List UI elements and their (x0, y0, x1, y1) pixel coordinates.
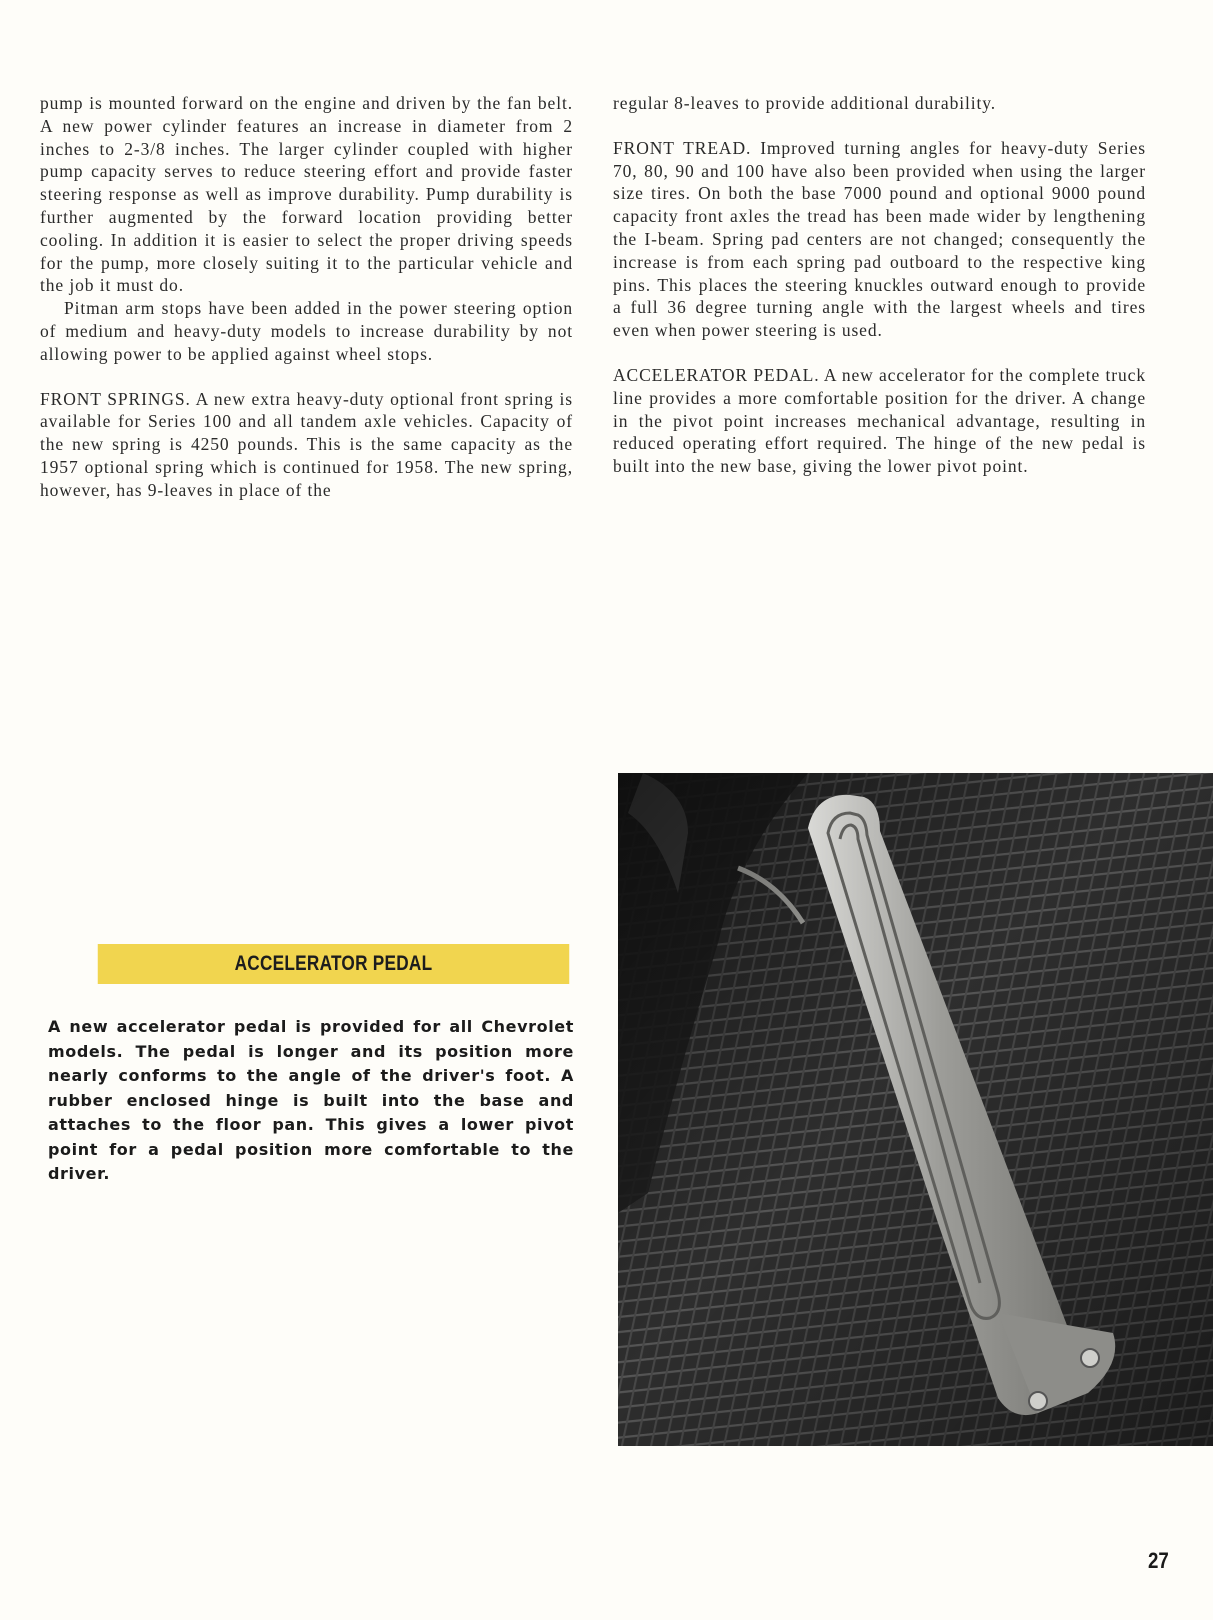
section-banner: ACCELERATOR PEDAL (98, 944, 570, 984)
pitman-arm-paragraph: Pitman arm stops have been added in the power steering option of medium and heavy-duty models to increase durability by not allowing power to be applied against wheel stops. (40, 298, 573, 364)
front-springs-heading: FRONT SPRINGS. (40, 388, 191, 409)
accelerator-pedal-photo (618, 773, 1213, 1446)
accelerator-body: A new accelerator for the complete truck line provides a more comfortable position for the driver. A change in the pivot point increases mechanical advantage, resulting in reduced operating effort required. The hinge of the new pedal is built into the new base, giving the lower pivot point. (613, 364, 1146, 477)
front-tread-paragraph (613, 137, 1146, 342)
front-tread-body: Improved turning angles for heavy-duty Series 70, 80, 90 and 100 have also been provided when using the larger size tires. On both the base 7000 pound and optional 9000 pound capacity front axles the tread has been made wider by lengthening the I-beam. Spring pad centers are not changed; consequently the increase is from each spring pad outboard to the respective king pins. This places the steering knuckles outward enough to provide a full 36 degree turning angle with the largest wheels and tires even when power steering is used. (613, 137, 1146, 341)
front-springs-paragraph (40, 388, 573, 502)
leaves-paragraph: regular 8-leaves to provide additional durability. (613, 93, 997, 113)
page-number: 27 (1148, 1548, 1169, 1573)
left-text-column (40, 92, 573, 502)
front-springs-body: A new extra heavy-duty optional front spring is available for Series 100 and all tandem axle vehicles. Capacity of the new spring is 4250 pounds. This is the same capacity as the 1957 optional spring which is continued for 1958. The new spring, however, has 9-leaves in place of the (40, 388, 573, 500)
accelerator-paragraph (613, 364, 1146, 478)
front-tread-heading: FRONT TREAD. (613, 137, 752, 158)
power-steering-paragraph: pump is mounted forward on the engine and driven by the fan belt. A new power cylinder features an increase in diameter from 2 inches to 2-3/8 inches. The larger cylinder coupled with higher pump capacity serves to reduce steering effort and provide faster steering response as well as improve durability. Pump durability is further augmented by the forward location providing better cooling. In addition it is easier to select the proper driving speeds for the pump, more closely suiting it to the particular vehicle and the job it must do. (40, 93, 573, 296)
accelerator-heading: ACCELERATOR PEDAL. (613, 364, 820, 385)
photo-caption: A new accelerator pedal is provided for all Chevrolet models. The pedal is longer and its position more nearly conforms to the angle of the driver's foot. A rubber enclosed hinge is built into the base and attaches to the floor pan. This gives a lower pivot point for a pedal position more comfortable to the driver. (48, 1017, 574, 1183)
right-text-column (613, 92, 1146, 478)
